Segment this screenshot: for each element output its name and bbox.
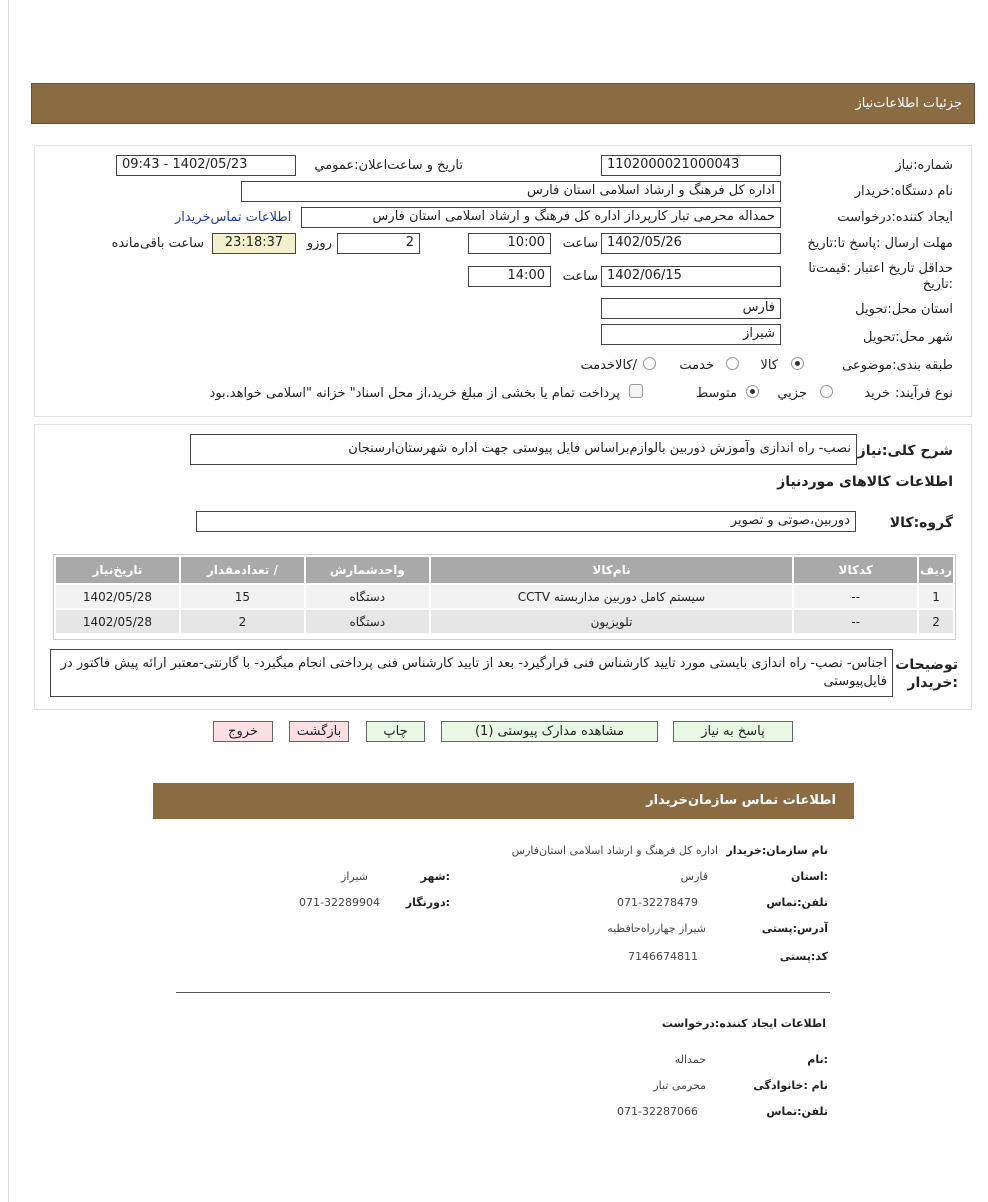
contact-org-value: اداره کل فرهنگ و ارشاد اسلامی استان‌فارس [511,844,718,857]
col-name: نام‌کالا [431,557,793,583]
contact-phone-label: تلفن:تماس [766,896,828,909]
goods-table-frame [53,554,956,640]
validity-label: حداقل تاریخ اعتبار :قیمت‌تا :تاریخ [808,261,953,292]
treasury-payment-label: پرداخت تمام یا بخشی از مبلغ خرید،از محل اسناد" خزانه "اسلامی خواهد.بود [209,386,620,401]
col-code: کدکالا [794,557,917,583]
cell-qty: 2 [181,610,304,633]
col-unit: واحدشمارش [306,557,429,583]
contact-city-value: شیراز [341,870,368,883]
province-label: استان محل:تحویل [855,302,953,317]
process-partial-label: جزيي [777,386,807,401]
col-date: تاریخ‌نیاز [56,557,179,583]
buyer-org-field: اداره کل فرهنگ و ارشاد اسلامی استان فارس [241,181,781,202]
cell-name: تلویزیون [431,610,793,633]
page-header [31,83,975,124]
buyer-contact-link[interactable]: اطلاعات تماس‌خریدار [175,210,292,225]
creator-field: حمداله محرمی تبار کارپرداز اداره کل فرهنگ و ارشاد اسلامی استان فارس [301,207,781,228]
creator-name-value: حمداله [674,1053,706,1066]
page-left-border [8,0,9,1202]
exit-button[interactable]: خروج [213,721,273,742]
table-row [56,610,953,633]
creator-family-label: نام :خانوادگی [753,1079,828,1092]
col-row: ردیف [919,557,953,583]
cell-unit: دستگاه [306,610,429,633]
category-label: طبقه بندی:موضوعی [842,358,953,373]
deadline-date-field: 1402/05/26 [601,233,781,254]
province-field: فارس [601,298,781,319]
table-row [56,585,953,608]
contact-org-label: نام سازمان:خریدار [726,844,828,857]
back-button[interactable]: بازگشت [289,721,349,742]
contact-city-label: :شهر [420,870,450,883]
cell-name: سیستم کامل دوربین مداربسته CCTV [431,585,793,608]
buyer-notes-label: توضیحات :خریدار [895,657,958,691]
summary-field: نصب- راه اندازی وآموزش دوربین بالوازم‌براساس فایل پیوستی جهت اداره شهرستان‌ارسنجان [190,434,857,465]
announce-date-field: 1402/05/23 - 09:43 [116,155,296,176]
treasury-payment-checkbox[interactable] [629,384,643,398]
category-goods-service-radio[interactable] [643,357,656,370]
category-service-radio[interactable] [726,357,739,370]
reply-button[interactable]: پاسخ به نیاز [673,721,793,742]
contact-fax-value: 071-32289904 [299,896,380,909]
cell-code: -- [794,610,917,633]
contact-province-label: :استان [791,870,828,883]
contact-province-value: فارس [680,870,708,883]
cell-qty: 15 [181,585,304,608]
contact-postal-label: کد:پستی [779,950,828,963]
process-label: نوع فرآیند: [895,386,953,401]
contact-divider [176,992,830,993]
validity-time-field: 14:00 [468,266,551,287]
buyer-contact-header [153,783,854,819]
buyer-notes-field: اجناس- نصب- راه اندازی بایستی مورد تایید کارشناس فنی قرارگیرد- بعد از تایید کارشناس فنی پرداختی انجام میگیرد- با گارنتی-معتبر ارائه پیش فاکتور در فایل‌پیوستی [50,649,893,697]
process-partial-radio[interactable] [820,385,833,398]
creator-family-value: محرمی تبار [653,1079,706,1092]
process-type-label: خرید [864,386,890,401]
deadline-label: مهلت ارسال :پاسخ تا:تاریخ [807,236,953,251]
validity-time-label: ساعت [562,269,598,284]
city-field: شیراز [601,324,781,345]
category-goods-radio[interactable] [791,357,804,370]
buyer-org-label: نام دستگاه:خریدار [854,184,953,199]
deadline-time-label: ساعت [562,236,598,251]
announce-date-label: تاریخ و ساعت‌اعلان:عمومي [314,158,463,173]
goods-table [54,555,955,635]
category-goods-label: کالا [760,358,778,373]
goods-info-title: اطلاعات کالاهای موردنیاز [777,474,953,490]
city-label: شهر محل:تحویل [863,330,953,345]
creator-name-label: :نام [807,1053,828,1066]
contact-address-value: شیراز چهارراه‌حافظیه [607,922,706,935]
view-documents-button[interactable]: مشاهده مدارک پیوستی (1) [441,721,658,742]
contact-postal-value: 7146674811 [628,950,698,963]
process-medium-label: متوسط [696,386,737,401]
process-medium-radio[interactable] [746,385,759,398]
summary-label: شرح کلی:نیاز [857,443,953,459]
category-goods-service-label: /کالاخدمت [580,358,637,373]
buyer-contact-title: اطلاعات تماس سازمان‌خریدار [646,793,836,808]
cell-unit: دستگاه [306,585,429,608]
need-number-label: شماره:نیاز [895,158,953,173]
contact-phone-value: 071-32278479 [617,896,698,909]
page-header-title: جزئیات اطلاعات‌نیاز [855,96,962,111]
cell-code: -- [794,585,917,608]
creator-phone-label: تلفن:تماس [766,1105,828,1118]
category-service-label: خدمت [679,358,714,373]
cell-row: 2 [919,610,953,633]
col-qty: / تعدادمقدار [181,557,304,583]
remaining-time-label: ساعت باقی‌مانده [111,236,204,251]
cell-row: 1 [919,585,953,608]
goods-group-field: دوربین،صوتی و تصویر [196,511,856,532]
creator-label: ایجاد کننده:درخواست [837,210,953,225]
cell-date: 1402/05/28 [56,610,179,633]
days-label: روزو [306,236,332,251]
goods-table-header [56,557,953,583]
deadline-time-field: 10:00 [468,233,551,254]
creator-info-title: اطلاعات ایجاد کننده:درخواست [661,1017,826,1030]
goods-group-label: گروه:کالا [889,515,953,531]
days-remaining-field: 2 [337,233,420,254]
need-number-field: 1102000021000043 [601,155,781,176]
cell-date: 1402/05/28 [56,585,179,608]
contact-fax-label: :دورنگار [405,896,450,909]
remaining-time-field: 23:18:37 [212,233,296,254]
print-button[interactable]: چاپ [366,721,425,742]
creator-phone-value: 071-32287066 [617,1105,698,1118]
contact-address-label: آدرس:پستی [761,922,828,935]
validity-date-field: 1402/06/15 [601,266,781,287]
